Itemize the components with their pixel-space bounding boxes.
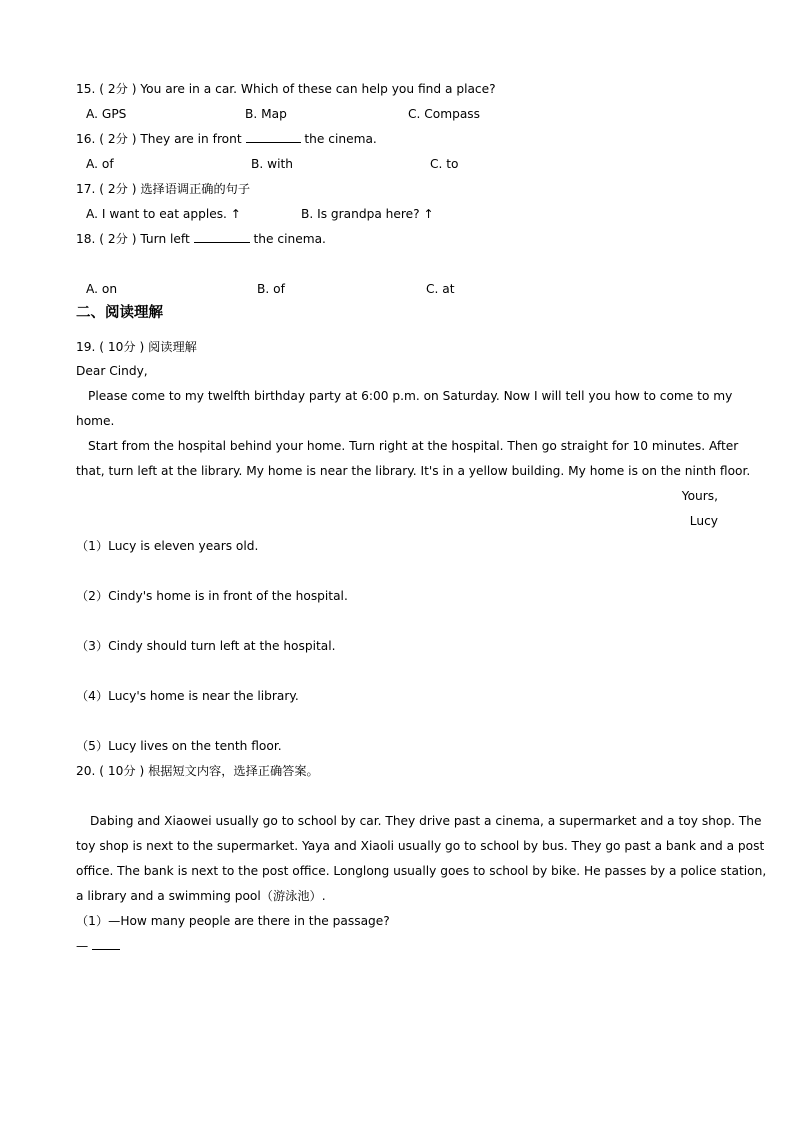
q15-option-c[interactable]: C. Compass [408, 107, 481, 121]
q19-statement-4: （4）Lucy's home is near the library. [76, 689, 299, 703]
q16-stem-post: the cinema. [300, 132, 377, 146]
q18-stem-post: the cinema. [249, 232, 326, 246]
q19-statement-2: （2）Cindy's home is in front of the hospital. [76, 589, 348, 603]
letter-paragraph-1-line-2: home. [76, 414, 115, 428]
q20-subquestion-1: （1）—How many people are there in the passage? [76, 914, 390, 928]
q18-answer-blank[interactable] [194, 231, 250, 243]
q20-passage-line-3: office. The bank is next to the post office. Longlong usually goes to school by bike. He passes by a police station, [76, 864, 767, 878]
q16-option-a[interactable]: A. of [86, 157, 114, 171]
q15-stem: 15. ( 2分 ) You are in a car. Which of these can help you find a place? [76, 82, 496, 96]
q17-option-a[interactable]: A. I want to eat apples. ↑ [86, 207, 242, 221]
letter-closing: Yours, [681, 489, 718, 503]
letter-signature: Lucy [689, 514, 718, 528]
q16-answer-blank[interactable] [246, 131, 301, 143]
q17-stem: 17. ( 2分 ) 选择语调正确的句子 [76, 182, 251, 196]
q20-stem: 20. ( 10分 ) 根据短文内容，选择正确答案。 [76, 764, 319, 778]
letter-paragraph-2-line-2: that, turn left at the library. My home is near the library. It's in a yellow building. My home is on the ninth floor. [76, 464, 751, 478]
answer-dash: — [76, 939, 89, 953]
section-heading: 二、阅读理解 [76, 305, 163, 321]
q18-option-b[interactable]: B. of [257, 282, 285, 296]
q20-answer-line [76, 938, 120, 954]
q19-statement-1: （1）Lucy is eleven years old. [76, 539, 259, 553]
q20-passage-line-1: Dabing and Xiaowei usually go to school by car. They drive past a cinema, a supermarket and a toy shop. The [90, 814, 762, 828]
q19-stem: 19. ( 10分 ) 阅读理解 [76, 340, 197, 354]
q19-statement-5: （5）Lucy lives on the tenth floor. [76, 739, 282, 753]
q16-option-b[interactable]: B. with [251, 157, 293, 171]
q18-option-a[interactable]: A. on [86, 282, 118, 296]
letter-greeting: Dear Cindy, [76, 364, 148, 378]
q20-passage-line-2: toy shop is next to the supermarket. Yaya and Xiaoli usually go to school by bus. They go past a bank and a post [76, 839, 765, 853]
q16-stem [76, 131, 377, 147]
q16-stem-pre: 16. ( 2分 ) They are in front [76, 132, 246, 146]
q18-stem-pre: 18. ( 2分 ) Turn left [76, 232, 194, 246]
q18-option-c[interactable]: C. at [426, 282, 455, 296]
q17-option-b[interactable]: B. Is grandpa here? ↑ [301, 207, 434, 221]
q15-option-b[interactable]: B. Map [245, 107, 287, 121]
q20-passage-line-4: a library and a swimming pool（游泳池）. [76, 889, 326, 903]
letter-paragraph-2-line-1: Start from the hospital behind your home. Turn right at the hospital. Then go straight for 10 minutes. After [88, 439, 739, 453]
q20-answer-blank[interactable] [92, 938, 120, 950]
letter-paragraph-1-line-1: Please come to my twelfth birthday party at 6:00 p.m. on Saturday. Now I will tell you how to come to my [88, 389, 733, 403]
q18-stem [76, 231, 326, 247]
q19-statement-3: （3）Cindy should turn left at the hospital. [76, 639, 336, 653]
q15-option-a[interactable]: A. GPS [86, 107, 127, 121]
q16-option-c[interactable]: C. to [430, 157, 459, 171]
